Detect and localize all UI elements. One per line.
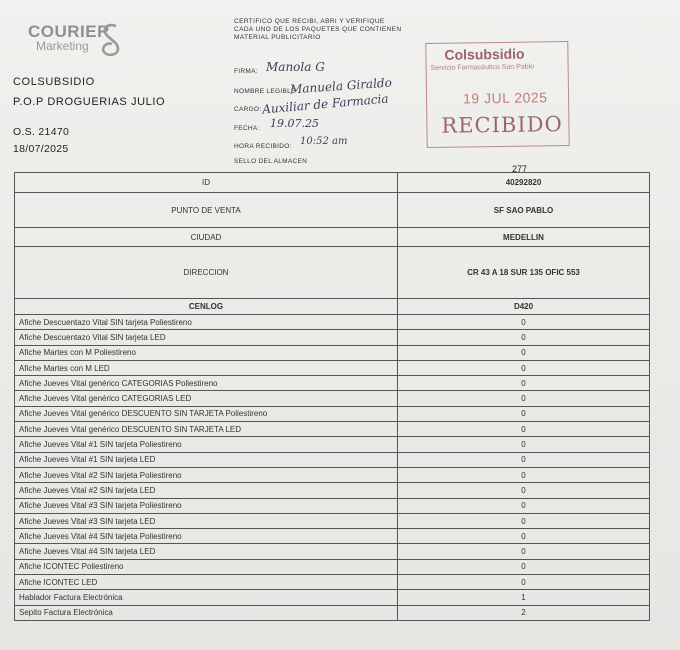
item-quantity: 0 <box>398 345 650 360</box>
item-row <box>15 452 650 467</box>
firma-signature: Manola G <box>266 60 325 74</box>
item-row <box>15 498 650 513</box>
item-quantity: 2 <box>398 605 650 620</box>
item-quantity: 0 <box>398 437 650 452</box>
fecha-label: FECHA: <box>234 125 260 132</box>
item-row <box>15 513 650 528</box>
hora-value: 10:52 am <box>300 136 348 147</box>
item-label: Afiche Jueves Vital #1 SIN tarjeta LED <box>15 452 398 467</box>
stamp-subtitle: Servicio Farmacéutico San Pablo <box>430 63 535 72</box>
info-value: D420 <box>398 299 650 315</box>
item-quantity: 0 <box>398 360 650 375</box>
item-label: Afiche Jueves Vital #2 SIN tarjeta LED <box>15 483 398 498</box>
item-row <box>15 590 650 605</box>
item-label: Afiche Jueves Vital genérico CATEGORIAS Poliestireno <box>15 376 398 391</box>
item-row <box>15 575 650 590</box>
cargo-label: CARGO: <box>234 106 262 113</box>
nombre-label: NOMBRE LEGIBLE <box>234 88 296 95</box>
item-row <box>15 559 650 574</box>
info-label: PUNTO DE VENTA <box>15 193 398 228</box>
item-quantity: 0 <box>398 544 650 559</box>
item-row <box>15 406 650 421</box>
item-quantity: 0 <box>398 330 650 345</box>
info-value: CR 43 A 18 SUR 135 OFIC 553 <box>398 247 650 299</box>
item-label: Afiche Jueves Vital #4 SIN tarjeta LED <box>15 544 398 559</box>
info-label: ID <box>15 173 398 193</box>
item-quantity: 0 <box>398 376 650 391</box>
item-label: Afiche Jueves Vital #1 SIN tarjeta Poliestireno <box>15 437 398 452</box>
item-label: Sepito Factura Electrónica <box>15 605 398 620</box>
item-row <box>15 605 650 620</box>
item-quantity: 0 <box>398 315 650 330</box>
nombre-value: Manuela Giraldo <box>289 75 393 97</box>
firma-label: FIRMA: <box>234 68 258 75</box>
item-quantity: 1 <box>398 590 650 605</box>
fecha-value: 19.07.25 <box>270 117 319 130</box>
info-value: MEDELLIN <box>398 228 650 247</box>
item-label: Afiche Martes con M Poliestireno <box>15 345 398 360</box>
received-stamp <box>425 41 569 148</box>
item-label: Afiche Jueves Vital genérico DESCUENTO SIN TARJETA Poliestireno <box>15 406 398 421</box>
item-quantity: 0 <box>398 498 650 513</box>
info-label: CIUDAD <box>15 228 398 247</box>
item-row <box>15 529 650 544</box>
item-row <box>15 315 650 330</box>
item-row <box>15 467 650 482</box>
item-quantity: 0 <box>398 483 650 498</box>
item-quantity: 0 <box>398 467 650 482</box>
item-row <box>15 330 650 345</box>
order-number: O.S. 21470 <box>13 126 70 138</box>
item-label: Afiche Martes con M LED <box>15 360 398 375</box>
item-row <box>15 437 650 452</box>
item-row <box>15 360 650 375</box>
courier-marketing-logo <box>28 22 128 60</box>
item-label: Hablador Factura Electrónica <box>15 590 398 605</box>
item-label: Afiche Jueves Vital #4 SIN tarjeta Poliestireno <box>15 529 398 544</box>
item-row <box>15 483 650 498</box>
info-label: CENLOG <box>15 299 398 315</box>
cargo-value: Auxiliar de Farmacia <box>261 91 390 117</box>
info-row-punto-de-venta <box>15 193 650 228</box>
item-quantity: 0 <box>398 406 650 421</box>
item-row <box>15 391 650 406</box>
info-row-id <box>15 173 650 193</box>
item-quantity: 0 <box>398 559 650 574</box>
info-row-direccion <box>15 247 650 299</box>
item-label: Afiche Descuentazo Vital SIN tarjeta Poliestireno <box>15 315 398 330</box>
company-name: COLSUBSIDIO <box>13 76 95 88</box>
item-quantity: 0 <box>398 422 650 437</box>
pop-name: P.O.P DROGUERIAS JULIO <box>13 96 166 108</box>
info-label: DIRECCION <box>15 247 398 299</box>
info-row-ciudad <box>15 228 650 247</box>
info-row-cenlog <box>15 299 650 315</box>
item-row <box>15 544 650 559</box>
item-label: Afiche Jueves Vital #2 SIN tarjeta Poliestireno <box>15 467 398 482</box>
delivery-table <box>14 172 650 621</box>
item-row <box>15 422 650 437</box>
item-quantity: 0 <box>398 452 650 467</box>
item-label: Afiche Jueves Vital #3 SIN tarjeta Poliestireno <box>15 498 398 513</box>
item-quantity: 0 <box>398 529 650 544</box>
item-label: Afiche Descuentazo Vital SIN tarjeta LED <box>15 330 398 345</box>
item-label: Afiche ICONTEC Poliestireno <box>15 559 398 574</box>
stamp-received: RECIBIDO <box>441 112 563 138</box>
item-quantity: 0 <box>398 513 650 528</box>
item-row <box>15 345 650 360</box>
item-label: Afiche Jueves Vital genérico CATEGORIAS LED <box>15 391 398 406</box>
logo-line-2: Marketing <box>36 39 89 53</box>
item-label: Afiche Jueves Vital #3 SIN tarjeta LED <box>15 513 398 528</box>
item-quantity: 0 <box>398 391 650 406</box>
item-row <box>15 376 650 391</box>
info-value: 40292820 <box>398 173 650 193</box>
logo-line-1: COURIER <box>28 22 110 41</box>
info-value: SF SAO PABLO <box>398 193 650 228</box>
document-number: 277 <box>512 164 528 174</box>
sello-label: SELLO DEL ALMACEN <box>234 158 308 165</box>
stamp-date: 19 JUL 2025 <box>462 89 548 107</box>
item-quantity: 0 <box>398 575 650 590</box>
order-date: 18/07/2025 <box>13 143 69 155</box>
certification-text: CERTIFICO QUE RECIBI, ABRI Y VERIFIQUE CADA UNO DE LOS PAQUETES QUE CONTIENEN MATERIAL PUBLICITARIO <box>234 18 402 41</box>
ampersand-logo-icon <box>98 22 124 58</box>
hora-label: HORA RECIBIDO: <box>234 143 292 150</box>
stamp-brand: Colsubsidio <box>444 45 525 63</box>
item-label: Afiche Jueves Vital genérico DESCUENTO SIN TARJETA LED <box>15 422 398 437</box>
item-label: Afiche ICONTEC LED <box>15 575 398 590</box>
